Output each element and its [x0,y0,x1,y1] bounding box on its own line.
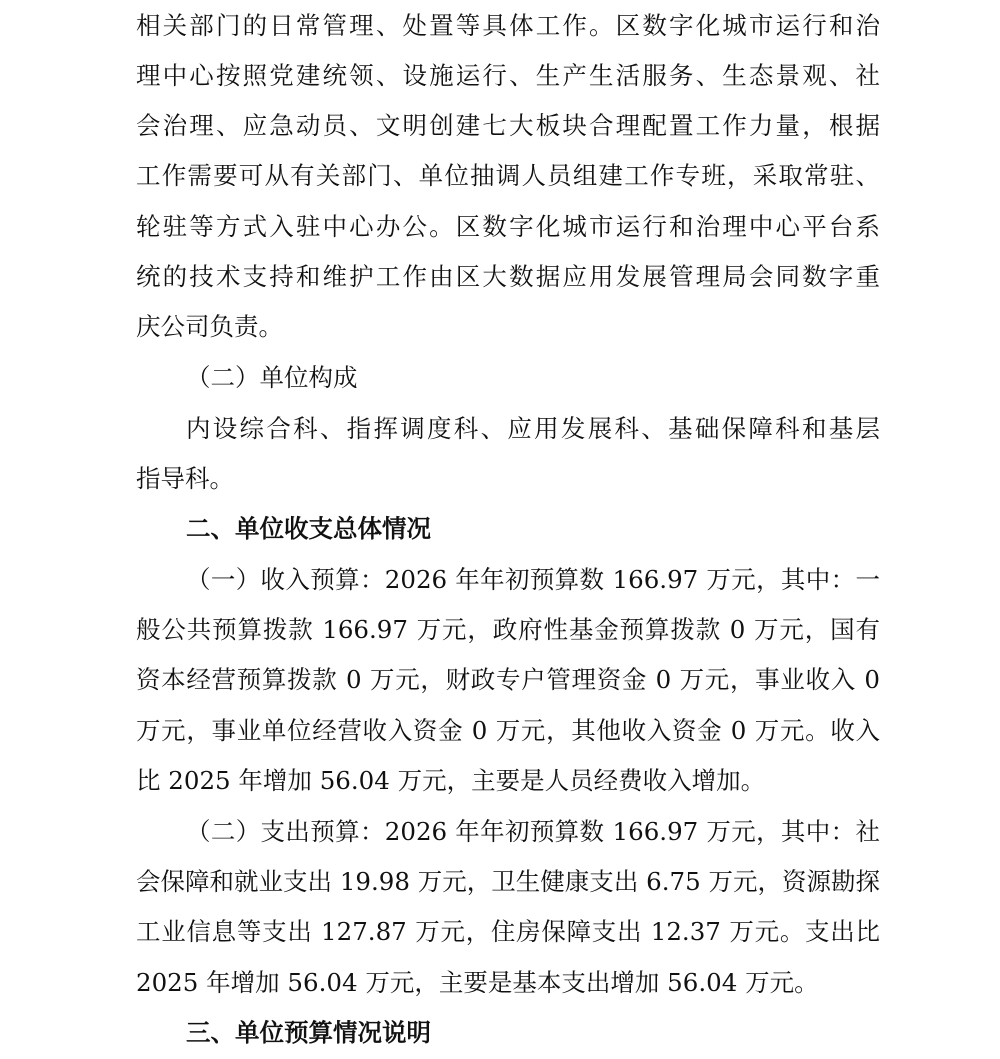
paragraph-line: （二）支出预算：2026 年年初预算数 166.97 万元，其中：社 [186,817,880,846]
paragraph-line: （一）收入预算：2026 年年初预算数 166.97 万元，其中：一 [186,565,880,594]
section-heading: 二、单位收支总体情况 [186,514,431,543]
paragraph-line: 比 2025 年增加 56.04 万元，主要是人员经费收入增加。 [136,766,766,795]
paragraph-line: 相关部门的日常管理、处置等具体工作。区数字化城市运行和治 [136,11,880,40]
paragraph-line: 指导科。 [136,464,234,493]
paragraph-line: 会保障和就业支出 19.98 万元，卫生健康支出 6.75 万元，资源勘探 [136,867,880,896]
paragraph-line: 工业信息等支出 127.87 万元，住房保障支出 12.37 万元。支出比 [136,917,880,946]
paragraph-line: 理中心按照党建统领、设施运行、生产生活服务、生态景观、社 [136,61,880,90]
paragraph-line: 2025 年增加 56.04 万元，主要是基本支出增加 56.04 万元。 [136,968,819,997]
paragraph-line: 统的技术支持和维护工作由区大数据应用发展管理局会同数字重 [136,262,880,291]
paragraph-line: 庆公司负责。 [136,312,283,341]
paragraph-line: 工作需要可从有关部门、单位抽调人员组建工作专班，采取常驻、 [136,161,880,190]
paragraph-line: 内设综合科、指挥调度科、应用发展科、基础保障科和基层 [186,414,880,443]
section-subheading: （二）单位构成 [186,363,358,392]
paragraph-line: 轮驻等方式入驻中心办公。区数字化城市运行和治理中心平台系 [136,212,880,241]
paragraph-line: 般公共预算拨款 166.97 万元，政府性基金预算拨款 0 万元，国有 [136,615,880,644]
section-heading: 三、单位预算情况说明 [186,1018,431,1047]
paragraph-line: 万元，事业单位经营收入资金 0 万元，其他收入资金 0 万元。收入 [136,716,880,745]
paragraph-line: 会治理、应急动员、文明创建七大板块合理配置工作力量，根据 [136,111,880,140]
paragraph-line: 资本经营预算拨款 0 万元，财政专户管理资金 0 万元，事业收入 0 [136,665,880,694]
